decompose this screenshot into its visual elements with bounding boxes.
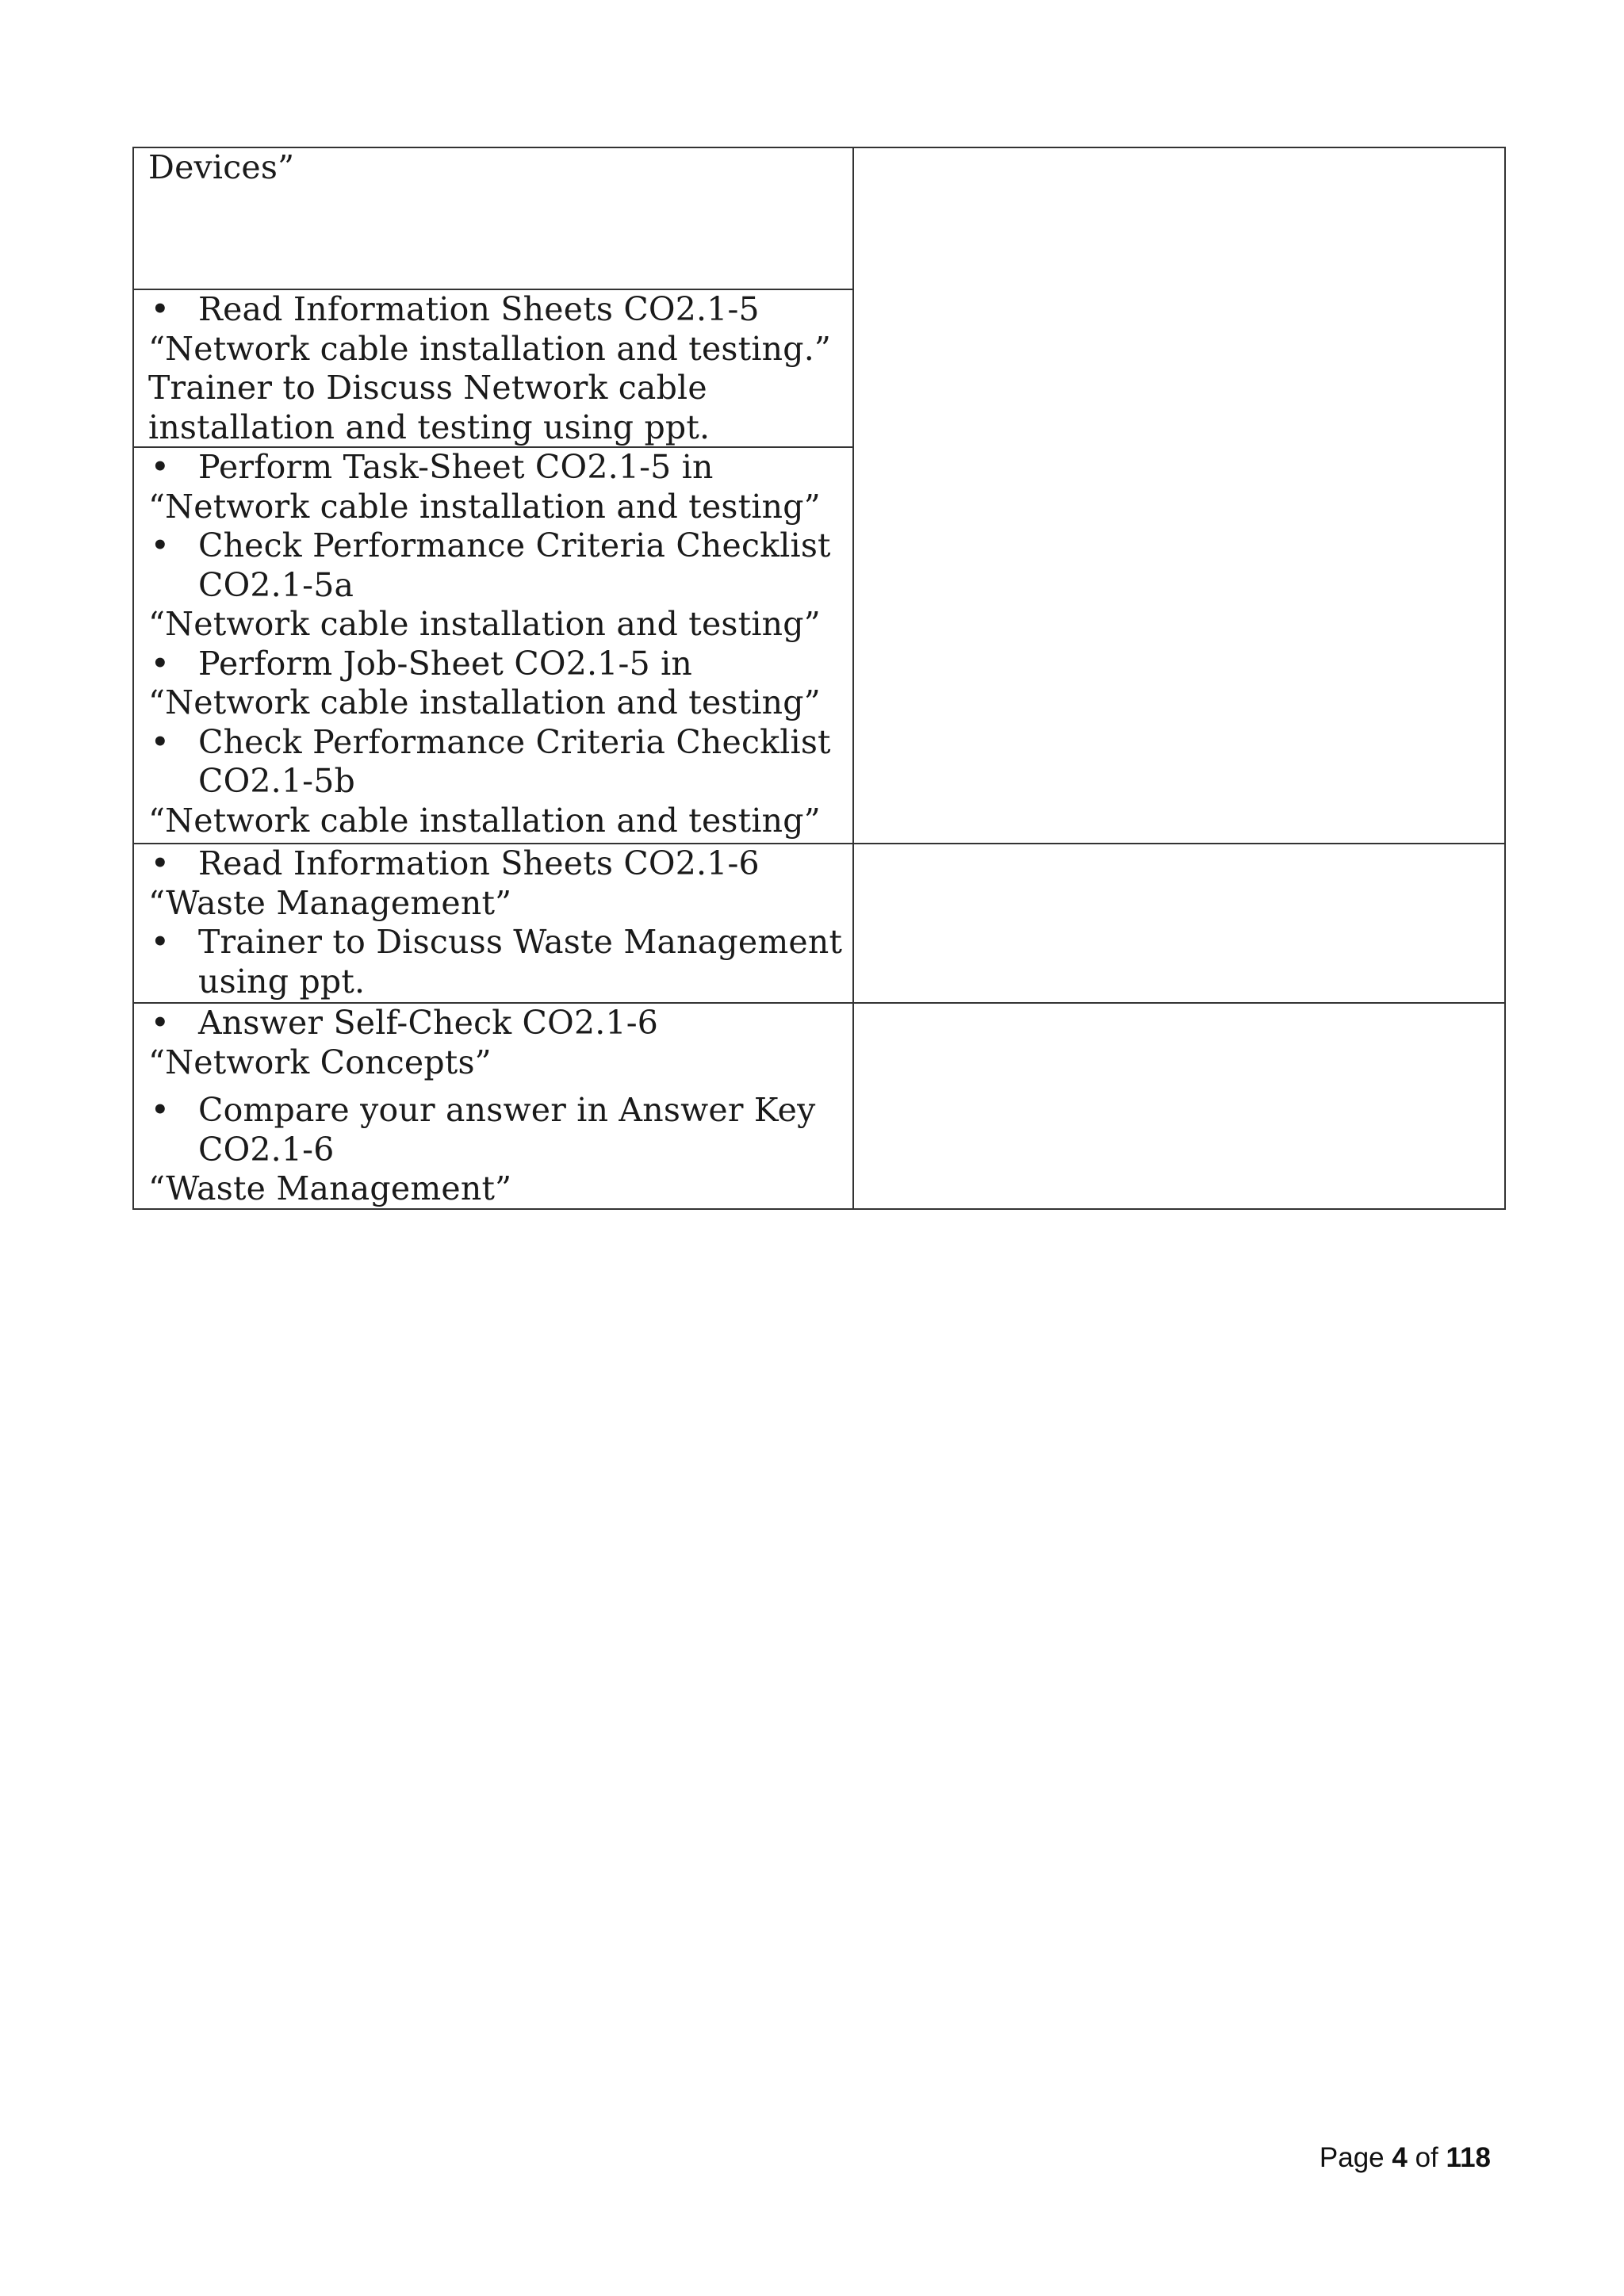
cell-text: “Network cable installation and testing” xyxy=(148,801,821,840)
table-cell-row-2 xyxy=(148,290,846,447)
list-item-text: Trainer to Discuss Waste Management xyxy=(198,923,843,961)
list-item xyxy=(148,1004,846,1043)
list-item-continuation: using ppt. xyxy=(198,962,366,1001)
list-item xyxy=(148,723,846,763)
table-cell-row-1 xyxy=(148,148,846,188)
cell-text: Devices” xyxy=(148,148,295,186)
list-item xyxy=(148,290,846,330)
bullet-icon: • xyxy=(150,644,170,683)
bullet-icon: • xyxy=(150,1091,170,1129)
column-divider xyxy=(852,148,854,1208)
list-item xyxy=(148,844,846,884)
list-item-text: Answer Self-Check CO2.1-6 xyxy=(198,1004,659,1042)
list-item-text: Perform Job-Sheet CO2.1-5 in xyxy=(198,644,693,683)
bullet-icon: • xyxy=(150,448,170,486)
cell-text: installation and testing using ppt. xyxy=(148,408,710,446)
cell-text: “Network cable installation and testing” xyxy=(148,605,821,643)
cell-text: “Waste Management” xyxy=(148,883,512,922)
list-item-text: Read Information Sheets CO2.1-5 xyxy=(198,290,760,328)
cell-text: Trainer to Discuss Network cable xyxy=(148,369,707,407)
list-item xyxy=(148,526,846,566)
bullet-icon: • xyxy=(150,290,170,328)
bullet-icon: • xyxy=(150,722,170,761)
page-of-label: of xyxy=(1415,2142,1438,2173)
list-item-text: Perform Task-Sheet CO2.1-5 in xyxy=(198,448,714,486)
list-item-text: Compare your answer in Answer Key xyxy=(198,1091,816,1129)
list-item xyxy=(148,923,846,962)
cell-text: “Waste Management” xyxy=(148,1169,512,1207)
total-pages: 118 xyxy=(1446,2142,1491,2173)
list-item-text: Read Information Sheets CO2.1-6 xyxy=(198,844,760,882)
list-item-continuation: CO2.1-5a xyxy=(198,565,354,604)
current-page: 4 xyxy=(1392,2142,1408,2173)
cell-text: “Network cable installation and testing” xyxy=(148,487,821,526)
table-cell-row-3 xyxy=(148,448,846,840)
list-item xyxy=(148,1091,846,1131)
bullet-icon: • xyxy=(150,844,170,882)
cell-text: “Network Concepts” xyxy=(148,1043,492,1081)
list-item-continuation: CO2.1-6 xyxy=(198,1130,335,1169)
cell-text: “Network cable installation and testing” xyxy=(148,683,821,721)
activity-table xyxy=(132,147,1506,1210)
table-cell-row-5 xyxy=(148,1004,846,1209)
list-item-text: Check Performance Criteria Checklist xyxy=(198,526,831,564)
page-label: Page xyxy=(1319,2142,1385,2173)
list-item-continuation: CO2.1-5b xyxy=(198,762,355,800)
list-item xyxy=(148,448,846,488)
list-item xyxy=(148,645,846,684)
cell-text: “Network cable installation and testing.” xyxy=(148,329,832,368)
bullet-icon: • xyxy=(150,1004,170,1042)
page-number-footer xyxy=(1320,2142,1491,2174)
list-item-text: Check Performance Criteria Checklist xyxy=(198,722,831,761)
table-cell-row-4 xyxy=(148,844,846,1001)
bullet-icon: • xyxy=(150,526,170,564)
bullet-icon: • xyxy=(150,923,170,961)
